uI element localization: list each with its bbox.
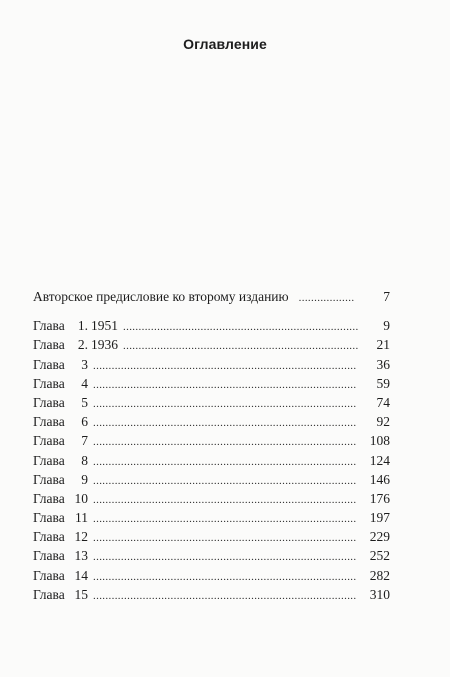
toc-page-number: 92 (376, 414, 390, 430)
dot-leader (93, 453, 358, 472)
toc-entry-chapter (33, 374, 390, 393)
toc-page-number: 229 (369, 529, 390, 545)
chapter-number: 10 (74, 490, 88, 506)
toc-entry-chapter (33, 508, 390, 527)
toc-page-number: 59 (376, 375, 390, 391)
toc-page-number: 197 (369, 510, 390, 526)
toc-entry-chapter (33, 355, 390, 374)
toc-page-number: 310 (369, 586, 390, 602)
chapter-subtitle: 1951 (91, 318, 118, 334)
dot-leader (93, 548, 358, 567)
toc-page-number: 36 (376, 356, 390, 372)
toc-entry-chapter (33, 489, 390, 508)
dot-leader (93, 357, 358, 376)
chapter-number: 14 (74, 567, 88, 583)
chapter-word: Глава (33, 337, 65, 353)
dot-leader (123, 337, 358, 356)
chapter-number: 4 (81, 375, 88, 391)
chapter-word: Глава (33, 452, 65, 468)
chapter-word: Глава (33, 394, 65, 410)
chapter-word: Глава (33, 510, 65, 526)
dot-leader (93, 491, 358, 510)
chapter-word: Глава (33, 375, 65, 391)
chapter-word: Глава (33, 433, 65, 449)
toc-page-number: 9 (383, 318, 390, 334)
dot-leader (93, 376, 358, 395)
toc-page-number: 21 (376, 337, 390, 353)
dot-leader (93, 414, 358, 433)
chapter-number: 3 (81, 356, 88, 372)
toc-page-number: 282 (369, 567, 390, 583)
chapter-word: Глава (33, 356, 65, 372)
chapter-number: 2. (77, 337, 88, 353)
toc-page-number: 124 (369, 452, 390, 468)
chapter-number: 15 (74, 586, 88, 602)
toc-page-number: 146 (369, 471, 390, 487)
chapter-number: 7 (81, 433, 88, 449)
dot-leader (93, 510, 358, 529)
chapter-number: 12 (74, 529, 88, 545)
toc-page-number: 252 (369, 548, 390, 564)
chapter-subtitle: 1936 (91, 337, 118, 353)
toc-entry-chapter (33, 431, 390, 450)
toc-entry-chapter (33, 527, 390, 546)
chapter-word: Глава (33, 548, 65, 564)
chapter-number: 5 (81, 394, 88, 410)
toc-page-number: 108 (369, 433, 390, 449)
page-title: Оглавление (183, 36, 267, 52)
dot-leader (93, 395, 358, 414)
chapter-number: 8 (81, 452, 88, 468)
toc-entry-label: Авторское предисловие ко второму изданию (33, 289, 289, 304)
chapter-word: Глава (33, 567, 65, 583)
dot-leader (93, 568, 358, 587)
chapter-number: 9 (81, 471, 88, 487)
toc-page-number: 7 (383, 289, 390, 304)
chapter-word: Глава (33, 471, 65, 487)
toc-entry-chapter (33, 546, 390, 565)
toc-page-number: 74 (376, 394, 390, 410)
chapter-word: Глава (33, 490, 65, 506)
chapter-number: 13 (74, 548, 88, 564)
toc-entry-chapter (33, 412, 390, 431)
toc-entry-chapter (33, 585, 390, 604)
toc-entry-chapter (33, 393, 390, 412)
toc-entry-chapter (33, 566, 390, 585)
chapter-number: 1. (77, 318, 88, 334)
toc-entry-chapter (33, 335, 390, 354)
chapter-number: 6 (81, 414, 88, 430)
toc-entry-preface (33, 287, 390, 306)
toc-page-number: 176 (369, 490, 390, 506)
dot-leader (93, 433, 358, 452)
chapter-number: 11 (75, 510, 88, 526)
dot-leader (93, 587, 358, 606)
chapter-word: Глава (33, 318, 65, 334)
chapter-word: Глава (33, 414, 65, 430)
dot-leader (123, 318, 358, 337)
chapter-word: Глава (33, 529, 65, 545)
toc-entry-chapter (33, 451, 390, 470)
chapter-word: Глава (33, 586, 65, 602)
dot-leader (299, 289, 355, 308)
table-of-contents (33, 287, 390, 604)
chapter-list (33, 316, 390, 604)
dot-leader (93, 529, 358, 548)
toc-entry-chapter (33, 316, 390, 335)
toc-entry-chapter (33, 470, 390, 489)
dot-leader (93, 472, 358, 491)
